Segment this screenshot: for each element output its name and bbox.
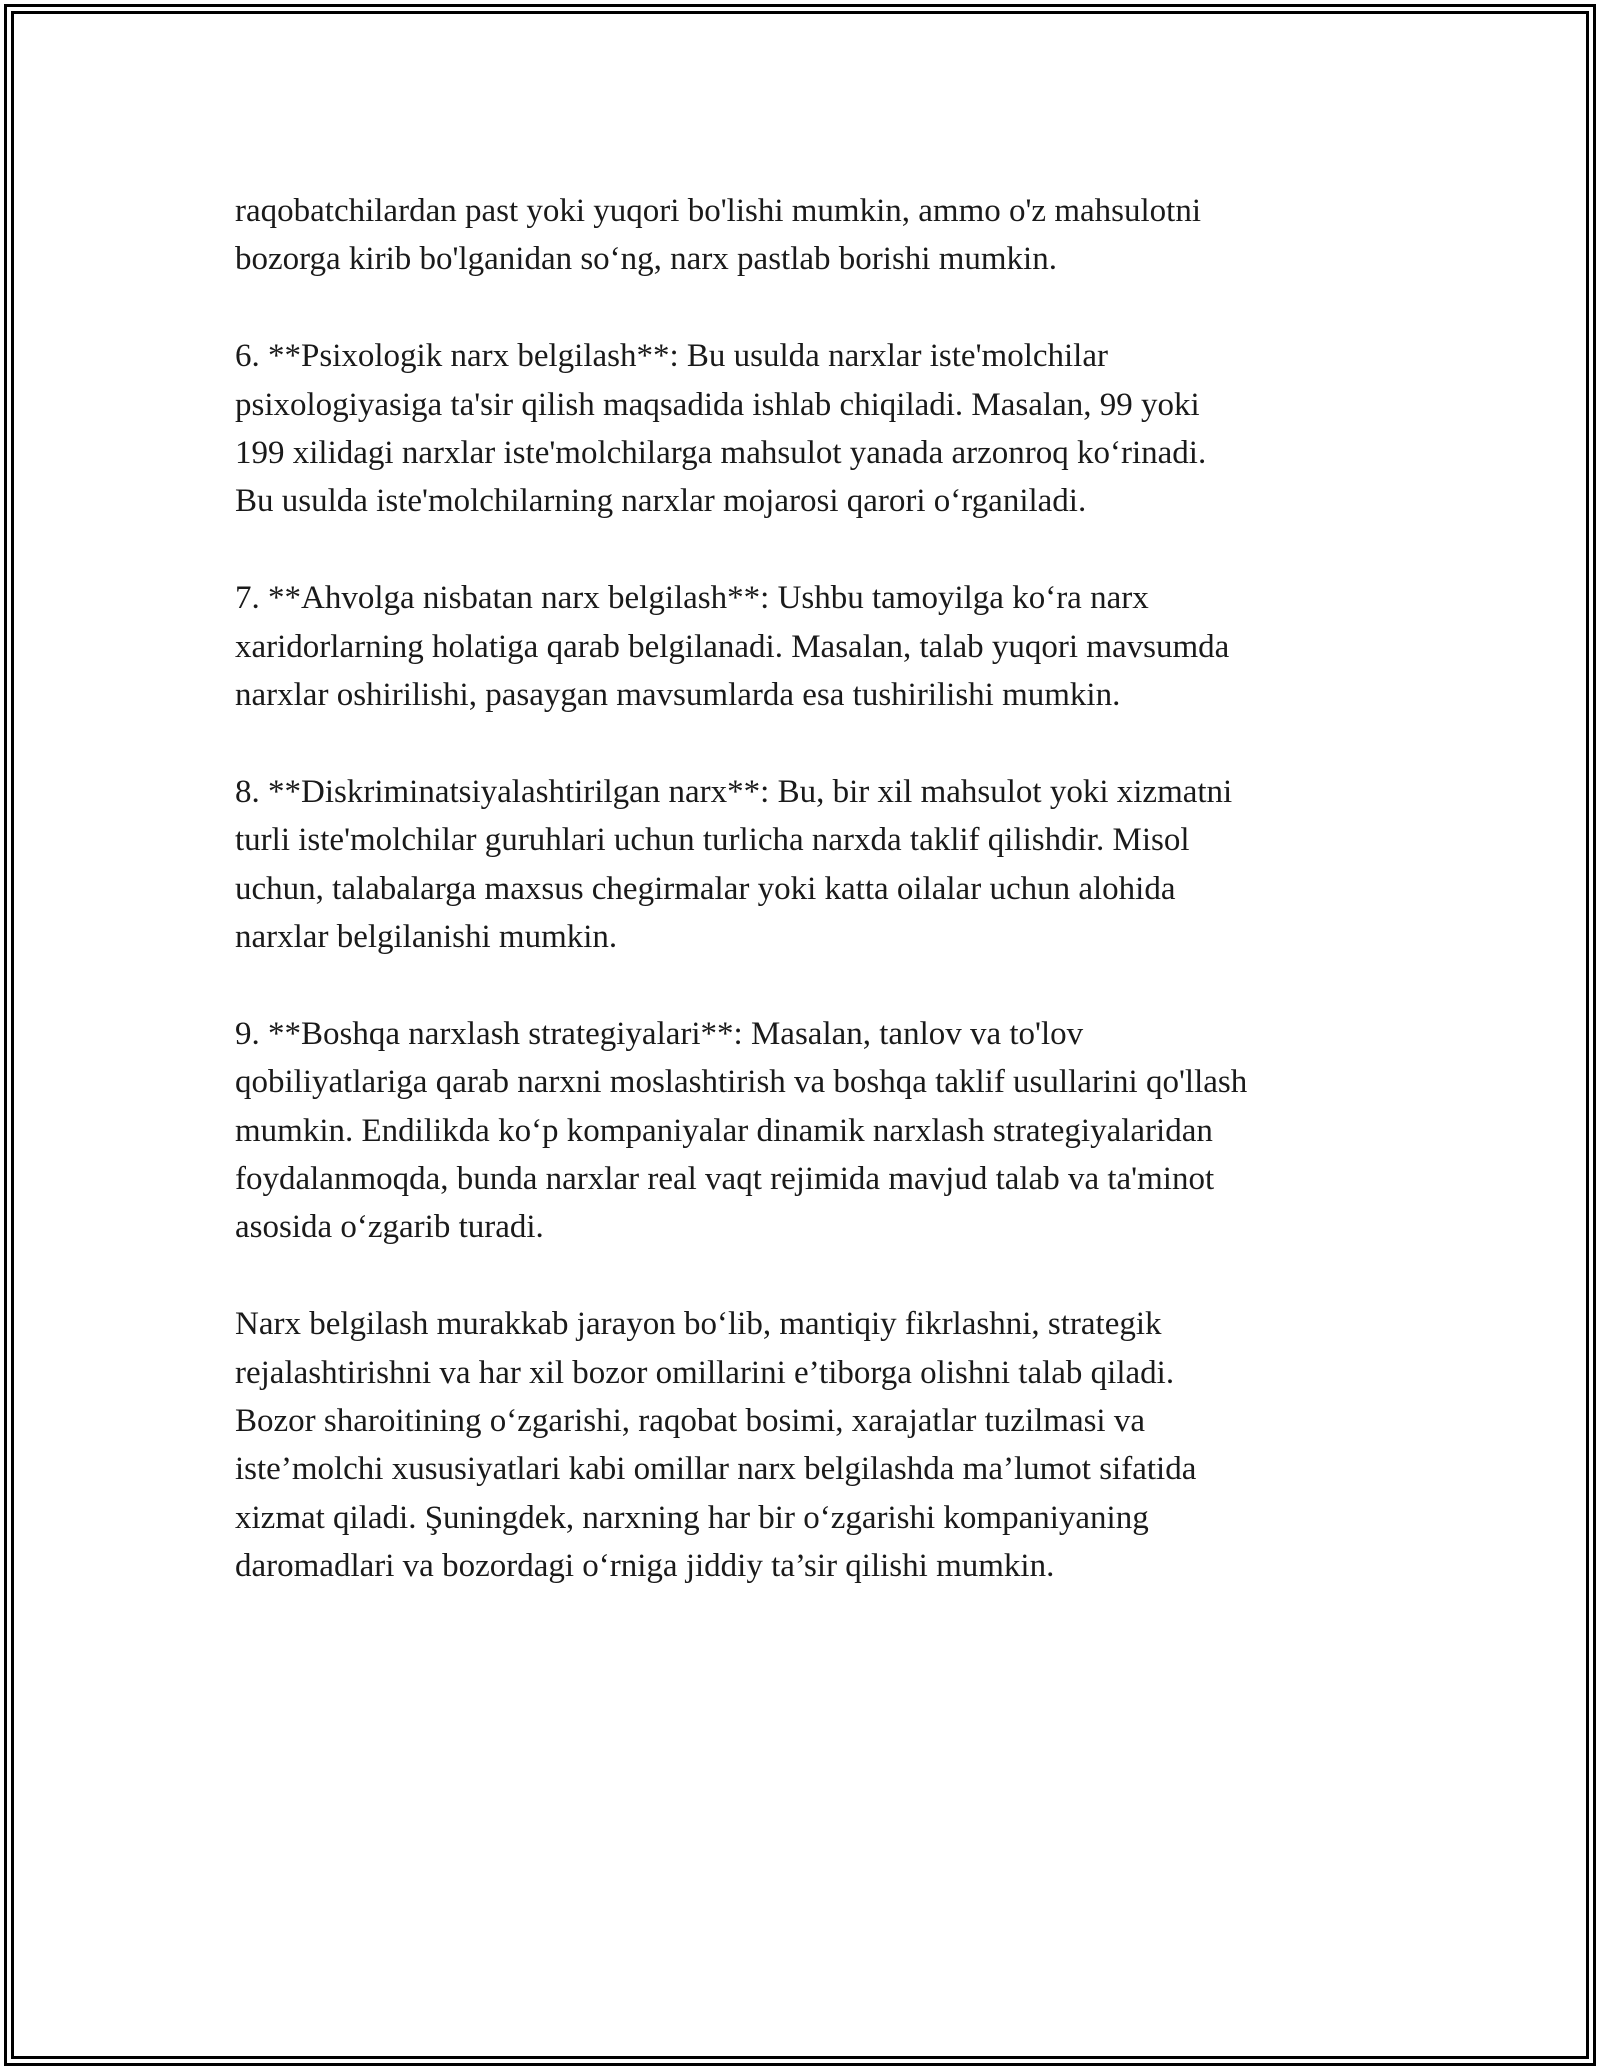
document-body [235,187,1395,1639]
paragraph-continuation: raqobatchilardan past yoki yuqori bo'lishi mumkin, ammo o'z mahsulotni bozorga kirib bo'lganidan so‘ng, narx pastlab borishi mumkin. [235,193,1201,278]
paragraph-discriminatory-pricing: 8. **Diskriminatsiyalashtirilgan narx**: Bu, bir xil mahsulot yoki xizmatni turli iste'molchilar guruhlari uchun turlicha narxda taklif qilishdir. Misol uchun, talabalarga maxsus chegirmalar yoki katta oilalar uchun alohida narxlar belgilanishi mumkin. [235,773,1233,956]
paragraph-situational-pricing: 7. **Ahvolga nisbatan narx belgilash**: Ushbu tamoyilga ko‘ra narx xaridorlarning holatiga qarab belgilanadi. Masalan, talab yuqori mavsumda narxlar oshirilishi, pasaygan mavsumlarda esa tushirilishi mumkin. [235,580,1230,714]
paragraph-other-strategies: 9. **Boshqa narxlash strategiyalari**: Masalan, tanlov va to'lov qobiliyatlariga qarab narxni moslashtirish va boshqa taklif usullarini qo'llash mumkin. Endilikda ko‘p kompaniyalar dinamik narxlash strategiyalaridan foydalanmoqda, bunda narxlar real vaqt rejimida mavjud talab va ta'minot asosida o‘zgarib turadi. [235,1015,1248,1246]
paragraph-conclusion: Narx belgilash murakkab jarayon bo‘lib, mantiqiy fikrlashni, strategik rejalashtirishni va har xil bozor omillarini e’tiborga olishni talab qiladi. Bozor sharoitining o‘zgarishi, raqobat bosimi, xarajatlar tuzilmasi va iste’molchi xususiyatlari kabi omillar narx belgilashda ma’lumot sifatida xizmat qiladi. Şuningdek, narxning har bir o‘zgarishi kompaniyaning daromadlari va bozordagi o‘rniga jiddiy ta’sir qilishi mumkin. [235,1306,1197,1585]
paragraph-psychological-pricing: 6. **Psixologik narx belgilash**: Bu usulda narxlar iste'molchilar psixologiyasiga ta'sir qilish maqsadida ishlab chiqiladi. Masalan, 99 yoki 199 xilidagi narxlar iste'molchilarga mahsulot yanada arzonroq ko‘rinadi. Bu usulda iste'molchilarning narxlar mojarosi qarori o‘rganiladi. [235,338,1207,520]
